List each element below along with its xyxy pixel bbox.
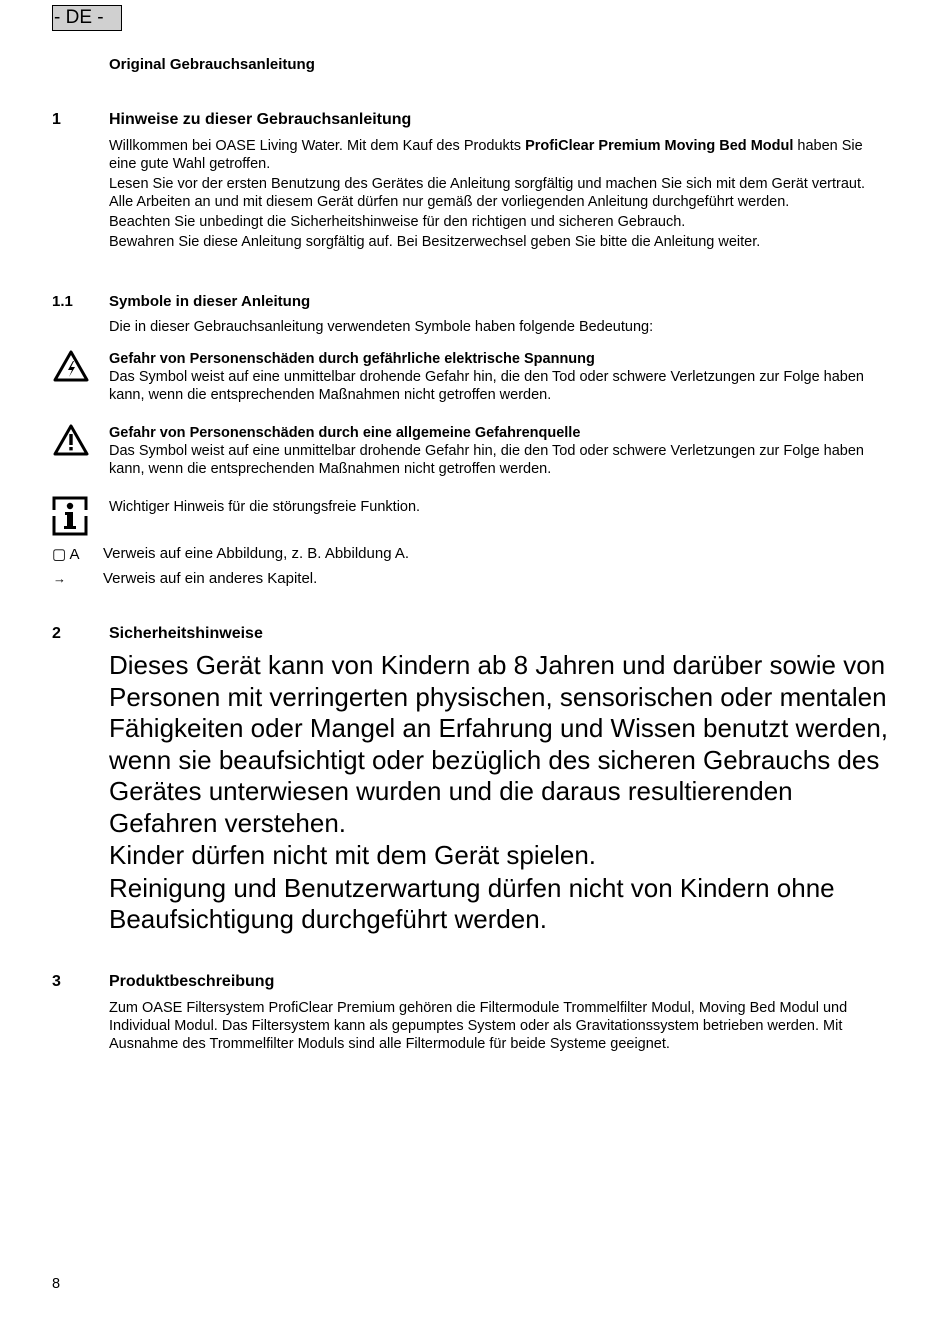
section-body [109,137,889,253]
symbol-text: Wichtiger Hinweis für die störungsfreie Funktion. [109,499,421,515]
paragraph: Beachten Sie unbedingt die Sicherheitshinweise für den richtigen und sicheren Gebrauch. [109,214,686,230]
section-title: Produktbeschreibung [109,973,275,990]
safety-notice [109,650,889,937]
figure-reference-icon: ▢ A [52,546,80,563]
arrow-right-icon: → [53,571,66,586]
electric-hazard-icon [52,349,90,388]
symbols-intro: Die in dieser Gebrauchsanleitung verwendeten Symbole haben folgende Bedeutung: [109,319,654,335]
document-subtitle: Original Gebrauchsanleitung [109,56,315,73]
language-label: - DE - [52,5,122,31]
section-title: Hinweise zu dieser Gebrauchsanleitung [109,111,412,128]
info-icon [52,496,88,541]
intro-text-end: haben Sie eine gute Wahl getroffen. [109,138,863,172]
general-hazard-icon [52,423,90,462]
section-number: 3 [52,973,61,990]
product-name: ProfiClear Premium Moving Bed Modul [525,138,794,154]
symbol-title: Gefahr von Personenschäden durch gefährliche elektrische Spannung [109,351,595,367]
paragraph: Lesen Sie vor der ersten Benutzung des Gerätes die Anleitung sorgfältig und machen Sie sich mit dem Gerät vertraut. Alle Arbeiten an und mit diesem Gerät dürfen nur gemäß der vorliegenden Anleitung durchgeführt werden. [109,176,866,210]
paragraph: Dieses Gerät kann von Kindern ab 8 Jahren und darüber sowie von Personen mit verringerten physischen, sensorischen oder mentalen Fähigkeiten oder Mangel an Erfahrung und Wissen benutzt werden, wenn sie beaufsichtigt oder bezüglich des sicheren Gebrauchs des Gerätes unterwiesen wurden und die daraus resultierenden Gefahren verstehen. [109,650,889,838]
intro-paragraph [109,137,889,173]
symbol-text: Das Symbol weist auf eine unmittelbar drohende Gefahr hin, die den Tod oder schwere Verletzungen zur Folge haben kann, wenn die entsprechenden Maßnahmen nicht getroffen werden. [109,443,864,477]
reference-text: Verweis auf eine Abbildung, z. B. Abbildung A. [103,545,410,562]
paragraph: Kinder dürfen nicht mit dem Gerät spielen. [109,840,597,870]
section-title: Sicherheitshinweise [109,625,263,642]
paragraph: Reinigung und Benutzerwartung dürfen nicht von Kindern ohne Beaufsichtigung durchgeführt werden. [109,872,835,934]
symbol-title: Gefahr von Personenschäden durch eine allgemeine Gefahrenquelle [109,425,581,441]
symbol-text: Das Symbol weist auf eine unmittelbar drohende Gefahr hin, die den Tod oder schwere Verletzungen zur Folge haben kann, wenn die entsprechenden Maßnahmen nicht getroffen werden. [109,369,864,403]
paragraph: Bewahren Sie diese Anleitung sorgfältig auf. Bei Besitzerwechsel geben Sie bitte die Anleitung weiter. [109,234,761,250]
page-number: 8 [52,1276,61,1292]
paragraph: Zum OASE Filtersystem ProfiClear Premium gehören die Filtermodule Trommelfilter Modul, Moving Bed Modul und Individual Modul. Das Filtersystem kann als gepumptes System oder als Gravitationssystem betrieben werden. Mit Ausnahme des Trommelfilter Moduls sind alle Filtermodule für beide Systeme geeignet. [109,1000,848,1052]
section-number: 2 [52,625,61,642]
symbol-description [109,424,889,478]
section-number: 1.1 [52,293,73,310]
section-title: Symbole in dieser Anleitung [109,293,311,310]
reference-text: Verweis auf ein anderes Kapitel. [103,570,318,587]
symbol-description [109,350,889,404]
intro-text: Willkommen bei OASE Living Water. Mit dem Kauf des Produkts [109,138,526,154]
section-number: 1 [52,111,61,128]
